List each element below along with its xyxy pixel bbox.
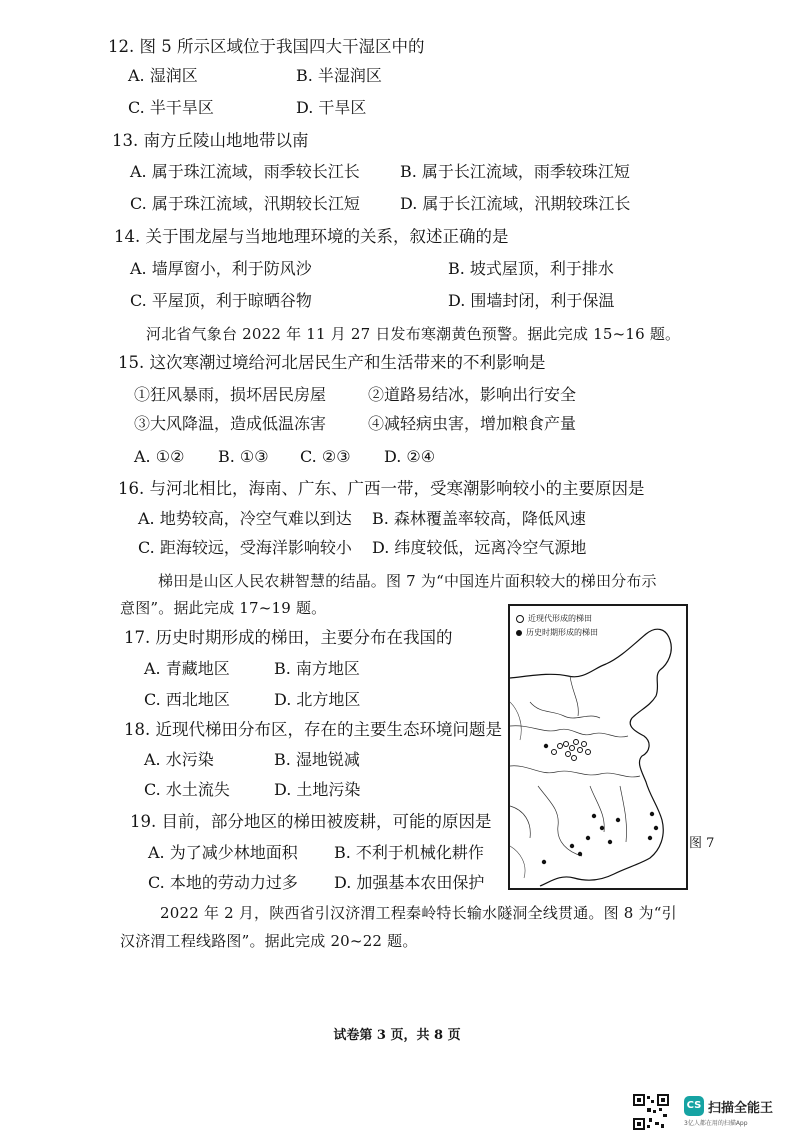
intro-20-22-line1: 2022 年 2 月，陕西省引汉济渭工程秦岭特长输水隧洞全线贯通。图 8 为“引 [160,904,677,922]
historic-terrace-point [592,814,596,818]
q15-option-c: C. ②③ [300,447,351,466]
map-province-lines-west [510,702,525,878]
q18-option-c: C. 水土流失 [144,780,230,799]
q19-stem: 19. 目前，部分地区的梯田被废耕，可能的原因是 [130,812,492,831]
q15-statement-2: ②道路易结冰，影响出行安全 [368,385,577,404]
q16-option-c: C. 距海较远，受海洋影响较小 [138,538,352,557]
modern-terrace-point [582,742,587,747]
legend-historic-label: 历史时期形成的梯田 [526,628,598,637]
q17-option-c: C. 西北地区 [144,690,230,709]
q19-option-a: A. 为了减少林地面积 [148,843,298,862]
q12-option-b: B. 半湿润区 [296,66,382,85]
q17-option-d: D. 北方地区 [274,690,361,709]
q12-option-d: D. 干旱区 [296,98,367,117]
intro-17-19-line1: 梯田是山区人民农耕智慧的结晶。图 7 为“中国连片面积较大的梯田分布示 [158,572,657,590]
q13-option-a: A. 属于珠江流域，雨季较长江长 [130,162,360,181]
historic-terrace-point [650,812,654,816]
historic-terrace-point [570,844,574,848]
map-province-lines-north [510,676,628,737]
q18-option-d: D. 土地污染 [274,780,361,799]
q16-option-a: A. 地势较高，冷空气难以到达 [138,509,352,528]
camscanner-logo-icon: CS [684,1096,704,1116]
q12-option-a: A. 湿润区 [128,66,198,85]
modern-terrace-point [578,748,583,753]
modern-terrace-point [566,752,571,757]
modern-terrace-point [572,756,577,761]
legend-modern-label: 近现代形成的梯田 [528,614,592,623]
hollow-circle-icon [516,615,524,623]
q15-statement-1: ①狂风暴雨，损坏居民房屋 [134,385,327,404]
historic-terrace-point [654,826,658,830]
q13-option-c: C. 属于珠江流域，汛期较长江短 [130,194,360,213]
filled-circle-icon [516,630,522,636]
q19-option-b: B. 不利于机械化耕作 [334,843,484,862]
modern-terrace-point [558,744,563,749]
modern-terrace-points [552,740,591,761]
q17-option-b: B. 南方地区 [274,659,360,678]
q14-option-b: B. 坡式屋顶，利于排水 [448,259,614,278]
intro-17-19-line2: 意图”。据此完成 17~19 题。 [120,599,327,617]
historic-terrace-point [578,852,582,856]
map-coastline [510,629,671,886]
q14-stem: 14. 关于围龙屋与当地地理环境的关系，叙述正确的是 [114,227,509,246]
historic-terrace-point [608,840,612,844]
q14-option-c: C. 平屋顶，利于晾晒谷物 [130,291,312,310]
q13-option-d: D. 属于长江流域，汛期较珠江长 [400,194,631,213]
q16-option-d: D. 纬度较低，远离冷空气源地 [372,538,587,557]
q13-stem: 13. 南方丘陵山地地带以南 [112,131,309,150]
map-province-lines-south [510,766,640,856]
q16-stem: 16. 与河北相比，海南、广东、广西一带，受寒潮影响较小的主要原因是 [118,479,645,498]
q12-option-c: C. 半干旱区 [128,98,214,117]
historic-terrace-point [542,860,546,864]
q15-option-a: A. ①② [134,447,185,466]
modern-terrace-point [564,742,569,747]
historic-terrace-points [542,744,658,864]
q12-stem: 12. 图 5 所示区域位于我国四大干湿区中的 [108,37,425,56]
modern-terrace-point [574,740,579,745]
q15-stem: 15. 这次寒潮过境给河北居民生产和生活带来的不利影响是 [118,353,546,372]
q18-option-b: B. 湿地锐减 [274,750,360,769]
historic-terrace-point [544,744,548,748]
q17-stem: 17. 历史时期形成的梯田，主要分布在我国的 [124,628,453,647]
map-legend [516,612,598,640]
intro-15-16: 河北省气象台 2022 年 11 月 27 日发布寒潮黄色预警。据此完成 15~16 题。 [146,325,681,343]
q18-stem: 18. 近现代梯田分布区，存在的主要生态环境问题是 [124,720,502,739]
figure-7-label: 图 7 [689,836,715,851]
historic-terrace-point [586,836,590,840]
historic-terrace-point [648,836,652,840]
q15-statement-4: ④减轻病虫害，增加粮食产量 [368,414,577,433]
map-drawing [510,606,686,888]
modern-terrace-point [570,746,575,751]
modern-terrace-point [586,750,591,755]
q14-option-d: D. 围墙封闭，利于保温 [448,291,615,310]
legend-modern-row [516,612,598,626]
q19-option-c: C. 本地的劳动力过多 [148,873,298,892]
historic-terrace-point [600,826,604,830]
q15-statement-3: ③大风降温，造成低温冻害 [134,414,327,433]
q17-option-a: A. 青藏地区 [144,659,230,678]
q15-option-d: D. ②④ [384,447,436,466]
q13-option-b: B. 属于长江流域，雨季较珠江短 [400,162,630,181]
q15-option-b: B. ①③ [218,447,269,466]
legend-historic-row [516,626,598,640]
historic-terrace-point [616,818,620,822]
q19-option-d: D. 加强基本农田保护 [334,873,485,892]
q18-option-a: A. 水污染 [144,750,214,769]
terrace-distribution-map [508,604,688,890]
camscanner-tagline: 3亿人都在用的扫描App [684,1120,748,1127]
camscanner-name: 扫描全能王 [708,1101,774,1116]
intro-20-22-line2: 汉济渭工程线路图”。据此完成 20~22 题。 [120,932,418,950]
q14-option-a: A. 墙厚窗小，利于防风沙 [130,259,312,278]
q16-option-b: B. 森林覆盖率较高，降低风速 [372,509,586,528]
modern-terrace-point [552,750,557,755]
page-footer: 试卷第 3 页，共 8 页 [333,1028,461,1043]
